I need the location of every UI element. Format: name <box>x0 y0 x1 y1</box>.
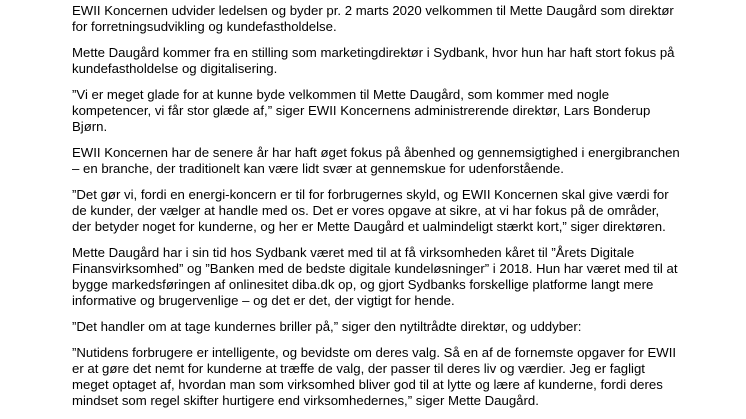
paragraph-director-quote: ”Det gør vi, fordi en energi-koncern er til for forbrugernes skyld, og EWII Koncernen skal give værdi for de kunder, der vælger at handle med os. Det er vores opgave at sikre, at vi har fokus på de områder, der betyder noget for kunderne, og her er Mette Daugård et ualmindeligt stærkt kort,” siger direktøren. <box>72 187 669 234</box>
paragraph-ceo-quote: ”Vi er meget glade for at kunne byde velkommen til Mette Daugård, som kommer med nogle kompetencer, vi får stor glæde af,” siger EWII Koncernens administrerende direktør, Lars Bonderup Bjørn. <box>72 87 651 134</box>
paragraph-background: Mette Daugård kommer fra en stilling som marketingdirektør i Sydbank, hvor hun har haft stort fokus på kundefastholdelse og digitalisering. <box>72 45 675 76</box>
paragraph-sydbank-achievements: Mette Daugård har i sin tid hos Sydbank været med til at få virksomheden kåret til ”Årets Digitale Finansvirksomhed” og ”Banken med de bedste digitale kundeløsninger” i 2018. Hun har været med til at bygge markedsføringen af onlinesitet diba.dk op, og gjort Sydbanks forskellige platforme langt mere informative og brugervenlige – og det er det, der vigtigt for hende. <box>72 245 678 308</box>
document-body <box>72 3 680 409</box>
paragraph-intro: EWII Koncernen udvider ledelsen og byder pr. 2 marts 2020 velkommen til Mette Daugård som direktør for forretningsudvikling og kundefastholdelse. <box>72 3 674 34</box>
paragraph-customer-glasses: ”Det handler om at tage kundernes briller på,” siger den nytiltrådte direktør, og uddyber: <box>72 319 582 334</box>
paragraph-transparency: EWII Koncernen har de senere år har haft øget fokus på åbenhed og gennemsigtighed i energibranchen – en branche, der traditionelt kan være lidt svær at gennemskue for udenforstående. <box>72 145 680 176</box>
paragraph-daugard-quote: ”Nutidens forbrugere er intelligente, og bevidste om deres valg. Så en af de fornemste opgaver for EWII er at gøre det nemt for kunderne at træffe de valg, der passer til deres liv og værdier. Jeg er fagligt meget optaget af, hvordan man som virksomhed bliver god til at lytte og lære af kunderne, fordi deres mindset som regel skifter hurtigere end virksomhedernes,” siger Mette Daugård. <box>72 345 677 408</box>
